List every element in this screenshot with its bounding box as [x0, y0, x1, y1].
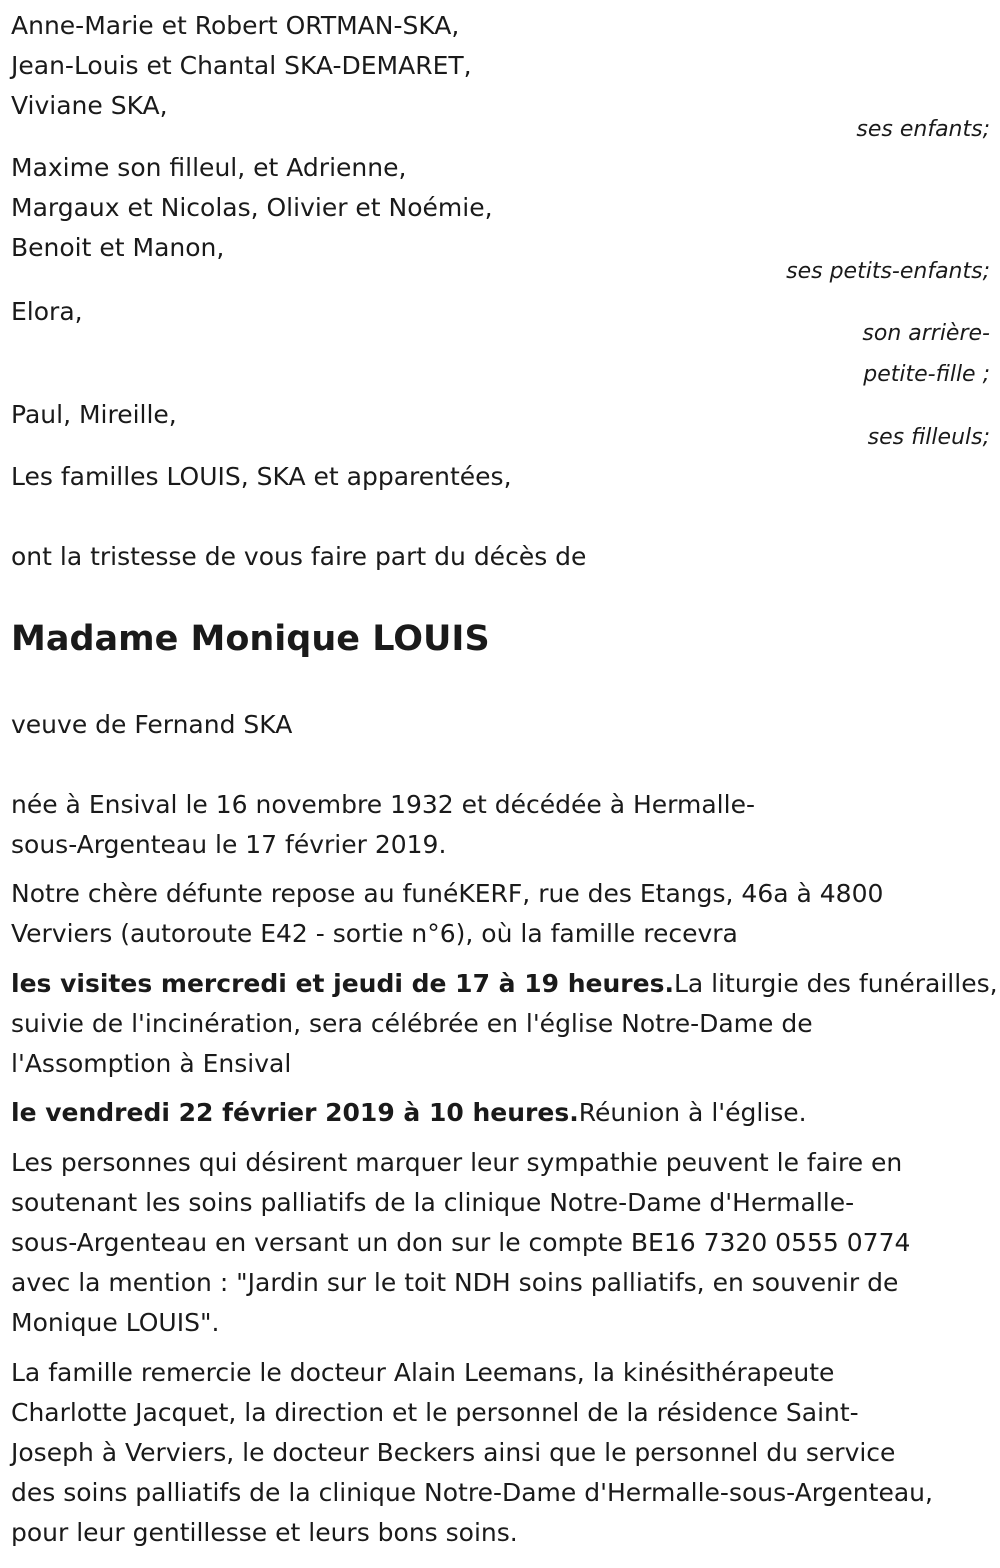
family-line: Paul, Mireille, [11, 400, 177, 429]
thanks-line: pour leur gentillesse et leurs bons soins. [11, 1518, 518, 1547]
liturgy-line: suivie de l'incinération, sera célébrée en l'église Notre-Dame de [11, 1009, 813, 1038]
visits-rest: La liturgie des funérailles, [673, 969, 998, 998]
thanks-line: Joseph à Verviers, le docteur Beckers ainsi que le personnel du service [11, 1438, 896, 1467]
thanks-line: Charlotte Jacquet, la direction et le personnel de la résidence Saint- [11, 1398, 859, 1427]
repose-line: Notre chère défunte repose au funéKERF, rue des Etangs, 46a à 4800 [11, 879, 884, 908]
birth-death-line: née à Ensival le 16 novembre 1932 et décédée à Hermalle- [11, 790, 755, 819]
thanks-line: La famille remercie le docteur Alain Leemans, la kinésithérapeute [11, 1358, 835, 1387]
family-line: Elora, [11, 297, 83, 326]
widow-of-text: veuve de Fernand SKA [11, 710, 293, 739]
donation-line: Les personnes qui désirent marquer leur sympathie peuvent le faire en [11, 1148, 903, 1177]
relation-label: petite-fille ; [863, 362, 990, 387]
announcement-text: ont la tristesse de vous faire part du décès de [11, 542, 587, 571]
funeral-bold: le vendredi 22 février 2019 à 10 heures. [11, 1098, 579, 1127]
relation-label: ses filleuls; [867, 425, 990, 450]
funeral-line [11, 1093, 807, 1133]
donation-line: sous-Argenteau en versant un don sur le compte BE16 7320 0555 0774 [11, 1228, 911, 1257]
family-line: Maxime son filleul, et Adrienne, [11, 153, 407, 182]
repose-line: Verviers (autoroute E42 - sortie n°6), où la famille recevra [11, 919, 738, 948]
funeral-rest: Réunion à l'église. [578, 1098, 807, 1127]
donation-line: soutenant les soins palliatifs de la clinique Notre-Dame d'Hermalle- [11, 1188, 855, 1217]
birth-death-line: sous-Argenteau le 17 février 2019. [11, 830, 447, 859]
deceased-name: Madame Monique LOUIS [11, 619, 490, 659]
relation-label: son arrière- [862, 321, 990, 346]
family-line: Margaux et Nicolas, Olivier et Noémie, [11, 193, 493, 222]
thanks-line: des soins palliatifs de la clinique Notre-Dame d'Hermalle-sous-Argenteau, [11, 1478, 933, 1507]
liturgy-line: l'Assomption à Ensival [11, 1049, 292, 1078]
family-line: Viviane SKA, [11, 91, 168, 120]
visits-line [11, 964, 998, 1004]
family-line: Benoit et Manon, [11, 233, 225, 262]
relation-label: ses enfants; [856, 117, 990, 142]
relation-label: ses petits-enfants; [786, 259, 990, 284]
family-line: Les familles LOUIS, SKA et apparentées, [11, 462, 512, 491]
visits-bold: les visites mercredi et jeudi de 17 à 19 heures. [11, 969, 674, 998]
family-line: Jean-Louis et Chantal SKA-DEMARET, [11, 51, 472, 80]
donation-line: Monique LOUIS". [11, 1308, 220, 1337]
donation-line: avec la mention : "Jardin sur le toit NDH soins palliatifs, en souvenir de [11, 1268, 899, 1297]
family-line: Anne-Marie et Robert ORTMAN-SKA, [11, 11, 460, 40]
